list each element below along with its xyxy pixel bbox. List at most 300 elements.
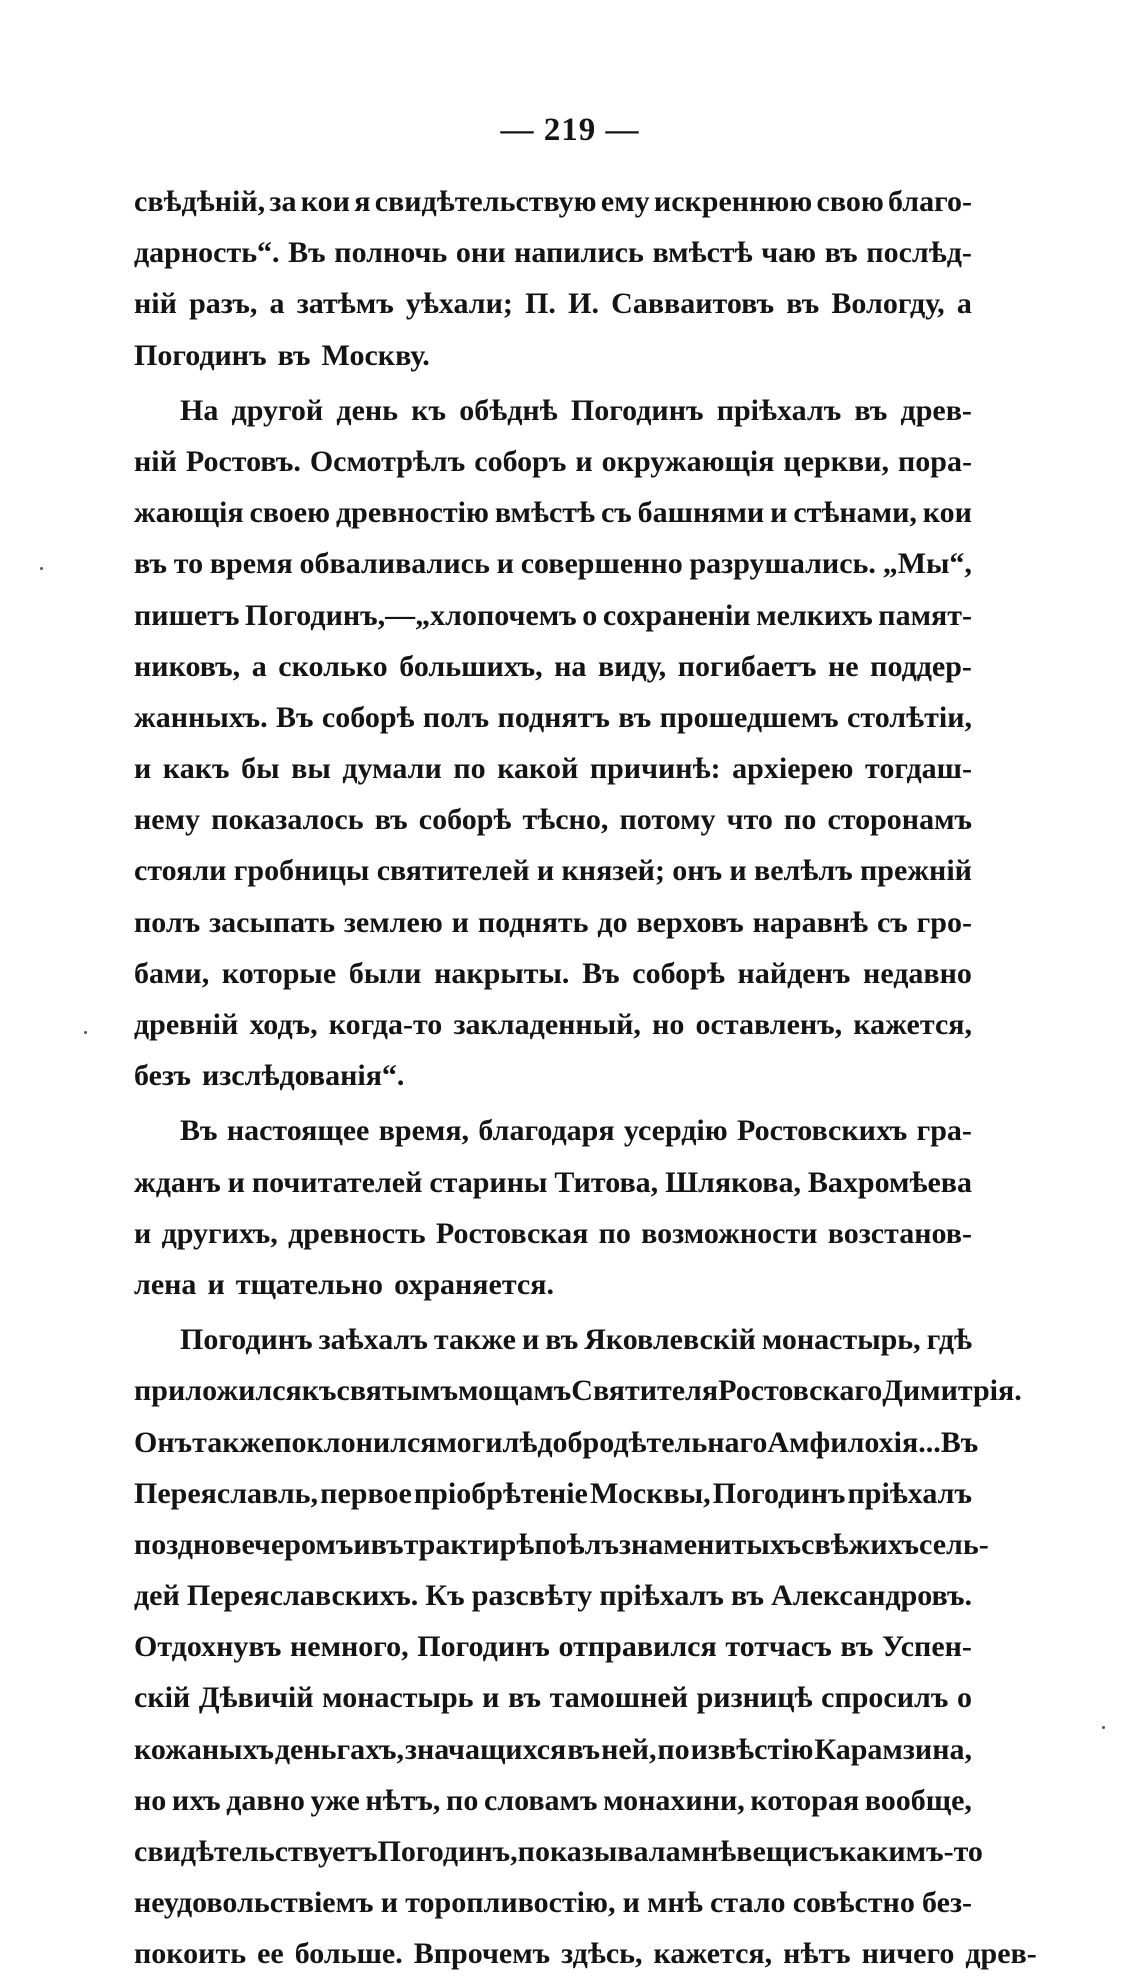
word: онъ [672, 854, 723, 888]
word: время, [378, 1114, 470, 1148]
word: о [956, 1681, 972, 1715]
word: ходъ, [249, 1008, 318, 1041]
word: соборѣ [632, 956, 725, 990]
word: Амфилохія... [767, 1425, 941, 1459]
word: полъ [422, 700, 490, 734]
text-line [134, 487, 972, 538]
word: до [597, 905, 628, 939]
word: свѣдѣній, [134, 185, 266, 218]
text-line [134, 897, 972, 948]
word: Погодинъ [134, 338, 267, 372]
word: показывала [517, 1835, 681, 1868]
text-line [134, 1417, 979, 1468]
scan-speck [1102, 1726, 1105, 1729]
word: церкви, [783, 444, 889, 478]
word: въ [786, 287, 820, 321]
text-line [134, 692, 972, 743]
word: но [134, 1783, 167, 1817]
word: по [657, 1732, 690, 1766]
word: вещи [736, 1835, 809, 1868]
word: соборѣ [418, 803, 512, 837]
word: причинѣ: [589, 752, 721, 786]
word: без- [922, 1886, 972, 1920]
word: накрыты. [434, 956, 570, 990]
word: Въ [180, 1114, 218, 1148]
word: святымъ [336, 1374, 458, 1408]
word: искреннюю [653, 185, 813, 218]
text-line [134, 1365, 1022, 1416]
word: немного, [289, 1630, 409, 1664]
word: пишетъ [134, 598, 240, 632]
word: затѣмъ [296, 287, 394, 321]
text-line [134, 1157, 972, 1208]
word: и [380, 1886, 399, 1920]
word: поздно [134, 1527, 226, 1561]
word: въ [508, 1681, 542, 1715]
word: пріѣхалъ [847, 1476, 972, 1510]
word: погибаетъ [677, 649, 817, 683]
word: своею [249, 496, 331, 530]
word: но [652, 1008, 685, 1041]
word: по [784, 803, 817, 837]
word: лена [134, 1267, 197, 1301]
word: поѣлъ [534, 1527, 619, 1561]
word: другихъ, [161, 1216, 278, 1250]
word: нему [134, 803, 201, 837]
word: въ [824, 236, 858, 270]
word: уже [310, 1783, 360, 1817]
word: Москвы, [590, 1476, 711, 1510]
word: и [496, 547, 514, 581]
word: кожаныхъ [134, 1732, 274, 1766]
word: сколько [278, 649, 388, 683]
word: окружающія [601, 444, 775, 478]
word: большихъ, [399, 649, 543, 683]
word: вообще, [864, 1783, 972, 1817]
text-line [134, 1208, 972, 1259]
word: сторонамъ [827, 803, 972, 837]
word: Переяславль, [134, 1476, 319, 1510]
word: верховъ [636, 905, 744, 939]
word: кажется, [853, 1008, 972, 1041]
text-line [134, 1928, 1037, 1979]
word: поднятъ [497, 700, 610, 734]
word: засыпать [209, 905, 335, 939]
text-line [134, 1724, 972, 1775]
word: и [207, 1267, 225, 1301]
word: въ [618, 700, 652, 734]
word: тѣсно, [522, 803, 609, 837]
word: вы [291, 752, 331, 786]
word: и [227, 1165, 245, 1199]
word: землею [343, 905, 443, 939]
word: стѣнами, [793, 496, 917, 530]
paragraph [134, 1105, 972, 1310]
word: соборъ [474, 444, 567, 478]
word: тамошней [549, 1681, 688, 1715]
word: Ростовскаго [718, 1374, 883, 1408]
text-line [134, 1519, 989, 1570]
word: оставленъ, [695, 1008, 843, 1041]
word: настоящее [226, 1114, 370, 1148]
text-line [134, 1672, 972, 1723]
word: а [251, 649, 267, 683]
word: о [582, 598, 598, 632]
word: Погодинъ [712, 1476, 846, 1510]
word: Въ [582, 956, 620, 990]
word: которые [221, 956, 337, 990]
word: я [354, 185, 371, 218]
word: добродѣтельнаго [537, 1425, 768, 1459]
text-line [134, 1775, 972, 1826]
word: напились [514, 236, 644, 270]
text-line [134, 330, 972, 381]
word: найденъ [737, 956, 851, 990]
word: почитателей [251, 1165, 423, 1199]
word: въ [277, 338, 311, 372]
word: что [726, 803, 773, 837]
word: жданъ [134, 1165, 221, 1199]
word: потому [619, 803, 716, 837]
text-line [134, 436, 972, 487]
word: полночь [334, 236, 448, 270]
word: возстанов- [827, 1216, 972, 1250]
word: которая [750, 1783, 860, 1817]
word: были [348, 956, 422, 990]
word: и [451, 905, 469, 939]
word: свидѣтельствуетъ [134, 1835, 378, 1868]
word: и [482, 1681, 500, 1715]
word: поддер- [870, 649, 972, 683]
word: архіерею [732, 752, 854, 786]
scan-speck [40, 567, 43, 570]
word: нѣтъ [783, 1937, 851, 1971]
word: гра- [916, 1114, 972, 1148]
text-line [134, 948, 972, 999]
word: Шлякова, [665, 1165, 801, 1199]
word: скій [134, 1681, 191, 1715]
word: разсвѣту [471, 1579, 593, 1613]
word: и [536, 854, 555, 888]
word: Ростовскихъ [737, 1114, 908, 1148]
word: сель- [919, 1527, 989, 1561]
word: послѣд- [866, 236, 972, 270]
word: изслѣдованія“. [201, 1059, 405, 1093]
word: то [173, 547, 204, 581]
text-line [134, 1314, 972, 1365]
word: Карамзина, [814, 1732, 972, 1766]
word: гробницы [233, 854, 370, 888]
word: благодаря [478, 1114, 615, 1148]
word: благо- [888, 185, 972, 218]
text-line [134, 999, 972, 1050]
word: ней, [601, 1732, 657, 1766]
word: древ- [900, 393, 972, 427]
word: святителей [376, 854, 530, 888]
word: съ [876, 905, 908, 939]
word: вмѣстѣ [652, 236, 753, 270]
word: и [575, 444, 593, 478]
word: соборѣ [321, 700, 415, 734]
word: кои [300, 185, 350, 218]
word: виду, [597, 649, 667, 683]
word: полъ [134, 905, 201, 939]
word: показалось [211, 803, 364, 837]
word: ихъ [171, 1783, 221, 1817]
text-line [134, 1621, 972, 1672]
word: не [828, 649, 859, 683]
word: какъ [162, 752, 230, 786]
paragraph [134, 385, 972, 1102]
word: по [453, 752, 486, 786]
word: гро- [916, 905, 972, 939]
word: давно [226, 1783, 305, 1817]
word: П. [525, 287, 556, 321]
word: въ [731, 1579, 764, 1613]
word: значащихся [404, 1732, 567, 1766]
text-line [134, 227, 972, 278]
word: неудовольствіемъ [134, 1886, 374, 1920]
paragraph [134, 1314, 1037, 1979]
word: Къ [425, 1579, 465, 1613]
word: на [554, 649, 587, 683]
word: ничего [861, 1937, 955, 1971]
word: Впрочемъ [413, 1937, 551, 1971]
text-line [134, 590, 972, 641]
word: а [269, 287, 285, 321]
word: пора- [897, 444, 972, 478]
word: древностію [335, 496, 489, 530]
word: мощамъ [457, 1374, 572, 1408]
word: а [956, 287, 972, 321]
word: Дѣвичій [198, 1681, 314, 1715]
word: древ- [965, 1937, 1037, 1971]
word: монахини, [603, 1783, 745, 1817]
word: Погодинъ [180, 1323, 313, 1357]
word: извѣстію [690, 1732, 814, 1766]
word: Отдохнувъ [134, 1630, 282, 1664]
word: обваливались [299, 547, 490, 581]
word: съ [600, 496, 632, 530]
word: Погодинъ [570, 393, 704, 427]
word: трактирѣ [403, 1527, 535, 1561]
word: дарность“. [134, 236, 280, 270]
word: усердію [623, 1114, 728, 1148]
text-line [134, 1826, 983, 1877]
text-line [134, 1259, 972, 1310]
word: Погодинъ, [377, 1835, 518, 1868]
word: Въ [940, 1425, 979, 1459]
word: въ [567, 1732, 601, 1766]
text-line [134, 538, 972, 589]
word: монастырь [322, 1681, 474, 1715]
word: Погодинъ [417, 1630, 550, 1664]
word: охраняется. [394, 1267, 554, 1301]
word: спросилъ [821, 1681, 949, 1715]
word: поклонился [274, 1425, 437, 1459]
word: сохраненіи [602, 598, 751, 632]
word: пріѣхалъ [599, 1579, 724, 1613]
word: время [209, 547, 293, 581]
word: Москву. [321, 338, 430, 372]
text-line [134, 1570, 972, 1621]
word: за [269, 185, 297, 218]
word: свою [816, 185, 884, 218]
word: къ [301, 1374, 337, 1408]
word: чаю [761, 236, 817, 270]
word: гдѣ [926, 1323, 972, 1357]
text-line [134, 743, 972, 794]
word: ній [134, 287, 177, 321]
word: разрушались. [689, 547, 876, 581]
word: никовъ, [134, 649, 241, 683]
word: ему [600, 185, 650, 218]
word: мнѣ [680, 1835, 737, 1868]
word: столѣтіи, [847, 700, 972, 734]
text-line [134, 1105, 972, 1156]
word: ее [257, 1937, 284, 1971]
page-number: — 219 — [500, 112, 640, 148]
word: ній [134, 444, 177, 478]
word: кажется, [653, 1937, 773, 1971]
text-line [134, 1468, 972, 1519]
word: торопливостію, [405, 1886, 616, 1920]
word: въ [134, 547, 167, 581]
word: пріѣхалъ [716, 393, 842, 427]
word: велѣлъ [754, 854, 853, 888]
word: Осмотрѣлъ [309, 444, 466, 478]
word: Ростовская [435, 1216, 589, 1250]
word: по [446, 1783, 479, 1817]
word: и [770, 496, 788, 530]
word: Въ [288, 236, 326, 270]
word: нѣтъ, [365, 1783, 441, 1817]
body-text [134, 176, 1037, 1984]
word: въ [545, 1323, 579, 1357]
word: также [192, 1425, 275, 1459]
word: и [521, 1323, 540, 1357]
word: „Мы“, [882, 547, 972, 581]
word: тщательно [235, 1267, 384, 1301]
word: возможности [641, 1216, 818, 1250]
text-line [134, 1050, 972, 1101]
word: ризницѣ [696, 1681, 813, 1715]
word: старины [429, 1165, 548, 1199]
word: когда-то [328, 1008, 443, 1041]
word: пріобрѣтеніе [413, 1476, 588, 1510]
word: покоить [134, 1937, 247, 1971]
word: въ [370, 1527, 404, 1561]
word: Александровъ. [771, 1579, 972, 1613]
word: въ [854, 393, 888, 427]
text-line [134, 845, 972, 896]
word: Погодинъ,—„хлопочемъ [245, 598, 577, 632]
word: день [336, 393, 399, 427]
word: съ [808, 1835, 840, 1868]
word: они [455, 236, 506, 270]
word: свѣжихъ [801, 1527, 920, 1561]
word: заѣхалъ [318, 1323, 428, 1357]
word: совершенно [520, 547, 683, 581]
word: закладенный, [453, 1008, 641, 1041]
word: жанныхъ. [134, 700, 268, 734]
word: мнѣ [647, 1886, 703, 1920]
word: къ [411, 393, 447, 427]
word: Святителя [571, 1374, 719, 1408]
word: бы [241, 752, 280, 786]
word: и [353, 1527, 371, 1561]
text-line [134, 794, 972, 845]
text-line [134, 1877, 972, 1928]
word: древность [288, 1216, 426, 1250]
word: тотчасъ [725, 1630, 832, 1664]
word: Вологду, [831, 287, 945, 321]
word: здѣсь, [561, 1937, 643, 1971]
word: наравнѣ [752, 905, 869, 939]
word: мелкихъ [756, 598, 873, 632]
word: жающія [134, 496, 244, 530]
word: знаменитыхъ [618, 1527, 802, 1561]
word: И. [568, 287, 599, 321]
word: бами, [134, 956, 210, 990]
word: какимъ-то [839, 1835, 983, 1868]
word: кои [922, 496, 972, 530]
word: Ростовъ. [185, 444, 301, 478]
word: по [598, 1216, 631, 1250]
word: безъ [134, 1059, 191, 1093]
word: въ [374, 803, 408, 837]
word: обѣднѣ [459, 393, 558, 427]
text-line [134, 385, 972, 436]
word: князей; [561, 854, 665, 888]
word: Димитрія. [882, 1374, 1022, 1408]
word: разъ, [189, 287, 258, 321]
scan-speck [84, 1031, 87, 1034]
word: Переяславскихъ. [186, 1579, 419, 1613]
word: думали [342, 752, 442, 786]
word: На [180, 393, 219, 427]
word: также [433, 1323, 516, 1357]
word: и [134, 752, 152, 786]
word: памят- [878, 598, 972, 632]
word: башнями [637, 496, 765, 530]
word: Онъ [134, 1425, 193, 1459]
text-line [134, 278, 972, 329]
word: Савваитовъ [611, 287, 775, 321]
word: и [622, 1886, 640, 1920]
word: вечеромъ [225, 1527, 354, 1561]
word: Титова, [554, 1165, 659, 1199]
word: древній [134, 1008, 239, 1041]
word: другой [231, 393, 324, 427]
word: словамъ [483, 1783, 598, 1817]
word: поднять [477, 905, 589, 939]
word: стояли [134, 854, 227, 888]
word: могилѣ [436, 1425, 538, 1459]
word: больше. [294, 1937, 403, 1971]
word: дей [134, 1579, 180, 1613]
word: вмѣстѣ [494, 496, 596, 530]
word: тогдаш- [865, 752, 972, 786]
text-line [134, 641, 972, 692]
word: свидѣтельствую [374, 185, 597, 218]
word: какой [497, 752, 579, 786]
word: деньгахъ, [274, 1732, 404, 1766]
word: и [729, 854, 747, 888]
word: первое [320, 1476, 412, 1510]
word: недавно [863, 956, 972, 990]
word: Въ [276, 700, 314, 734]
